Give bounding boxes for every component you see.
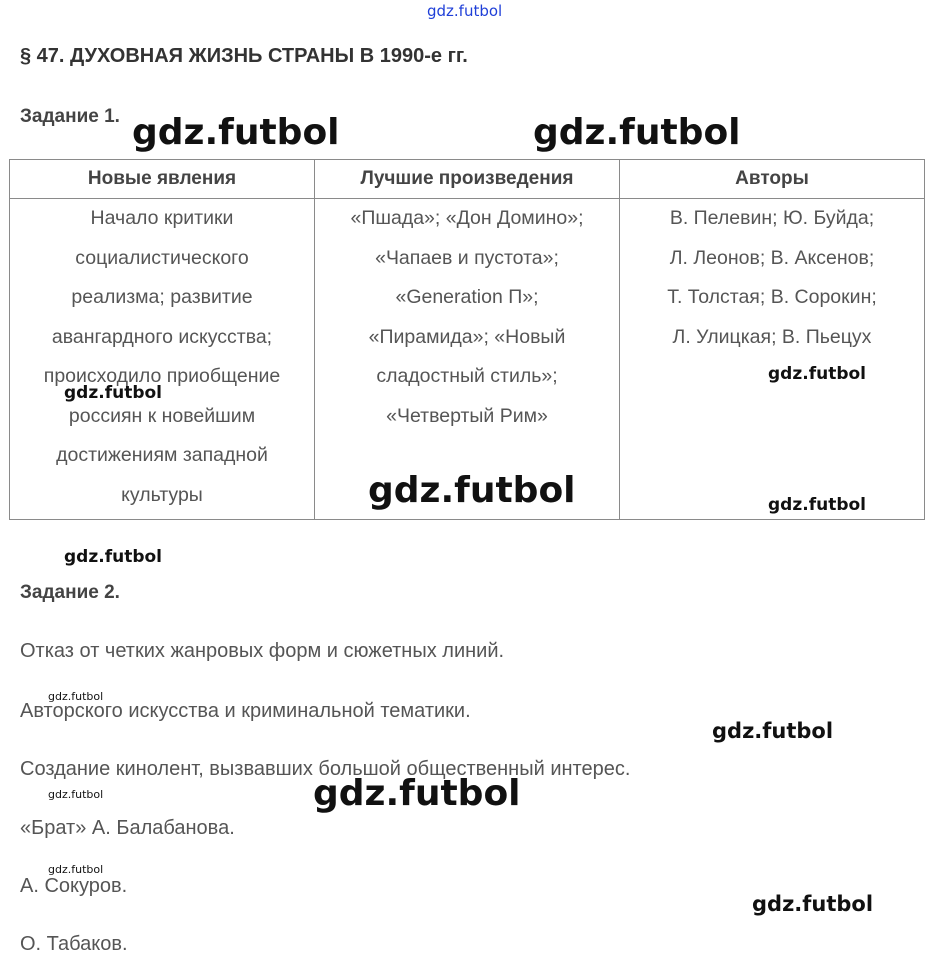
cell-line: Л. Леонов; В. Аксенов; xyxy=(669,246,875,269)
task2-answer-line: А. Сокуров. xyxy=(20,875,128,897)
task2-answer-line: Авторского искусства и криминальной тематики. xyxy=(20,700,471,722)
cell-authors xyxy=(620,199,925,520)
cell-line: «Пирамида»; «Новый xyxy=(368,325,566,348)
watermark: gdz.futbol xyxy=(64,383,162,403)
watermark: gdz.futbol xyxy=(48,863,104,876)
cell-line: происходило приобщение xyxy=(43,365,281,387)
watermark: gdz.futbol xyxy=(712,719,834,743)
cell-new-phenomena xyxy=(10,199,315,520)
task1-table xyxy=(9,159,925,520)
cell-line: авангардного искусства; xyxy=(51,325,273,348)
cell-line: сладостный стиль»; xyxy=(376,365,558,387)
cell-line: «Пшада»; «Дон Домино»; xyxy=(350,207,584,229)
task2-heading: Задание 2. xyxy=(20,582,120,603)
cell-line: социалистического xyxy=(75,246,249,269)
cell-line: реализма; развитие xyxy=(71,286,253,308)
header-best-works: Лучшие произведения xyxy=(315,160,620,199)
watermark: gdz.futbol xyxy=(132,112,340,153)
watermark: gdz.futbol xyxy=(64,547,162,567)
cell-line: культуры xyxy=(121,483,203,506)
watermark: gdz.futbol xyxy=(48,690,104,703)
header-new-phenomena: Новые явления xyxy=(10,160,315,199)
watermark: gdz.futbol xyxy=(752,892,874,916)
page-title: § 47. ДУХОВНАЯ ЖИЗНЬ СТРАНЫ В 1990-е гг. xyxy=(20,45,468,67)
cell-line: Л. Улицкая; В. Пьецух xyxy=(672,325,872,348)
cell-line: «Generation П»; xyxy=(395,286,539,308)
task2-answer-line: «Брат» А. Балабанова. xyxy=(20,817,235,839)
watermark: gdz.futbol xyxy=(48,788,104,801)
watermark: gdz.futbol xyxy=(768,495,866,515)
cell-line: В. Пелевин; Ю. Буйда; xyxy=(669,207,875,229)
task2-answer-line: О. Табаков. xyxy=(20,933,128,955)
watermark: gdz.futbol xyxy=(768,364,866,384)
task2-answer-line: Отказ от четких жанровых форм и сюжетных линий. xyxy=(20,640,505,662)
task1-heading: Задание 1. xyxy=(20,106,120,127)
header-authors: Авторы xyxy=(620,160,925,199)
cell-line: россиян к новейшим xyxy=(68,404,256,427)
cell-line: достижениям западной xyxy=(56,444,268,466)
cell-line: «Чапаев и пустота»; xyxy=(375,246,559,269)
top-watermark: gdz.futbol xyxy=(427,2,503,20)
watermark: gdz.futbol xyxy=(533,112,741,153)
cell-line: «Четвертый Рим» xyxy=(386,404,548,427)
table-header-row xyxy=(10,160,925,199)
task2-answer-line: Создание кинолент, вызвавших большой общественный интерес. xyxy=(20,758,631,780)
cell-line: Т. Толстая; В. Сорокин; xyxy=(667,286,877,308)
watermark: gdz.futbol xyxy=(313,773,521,814)
watermark: gdz.futbol xyxy=(368,470,576,511)
cell-line: Начало критики xyxy=(90,207,234,229)
